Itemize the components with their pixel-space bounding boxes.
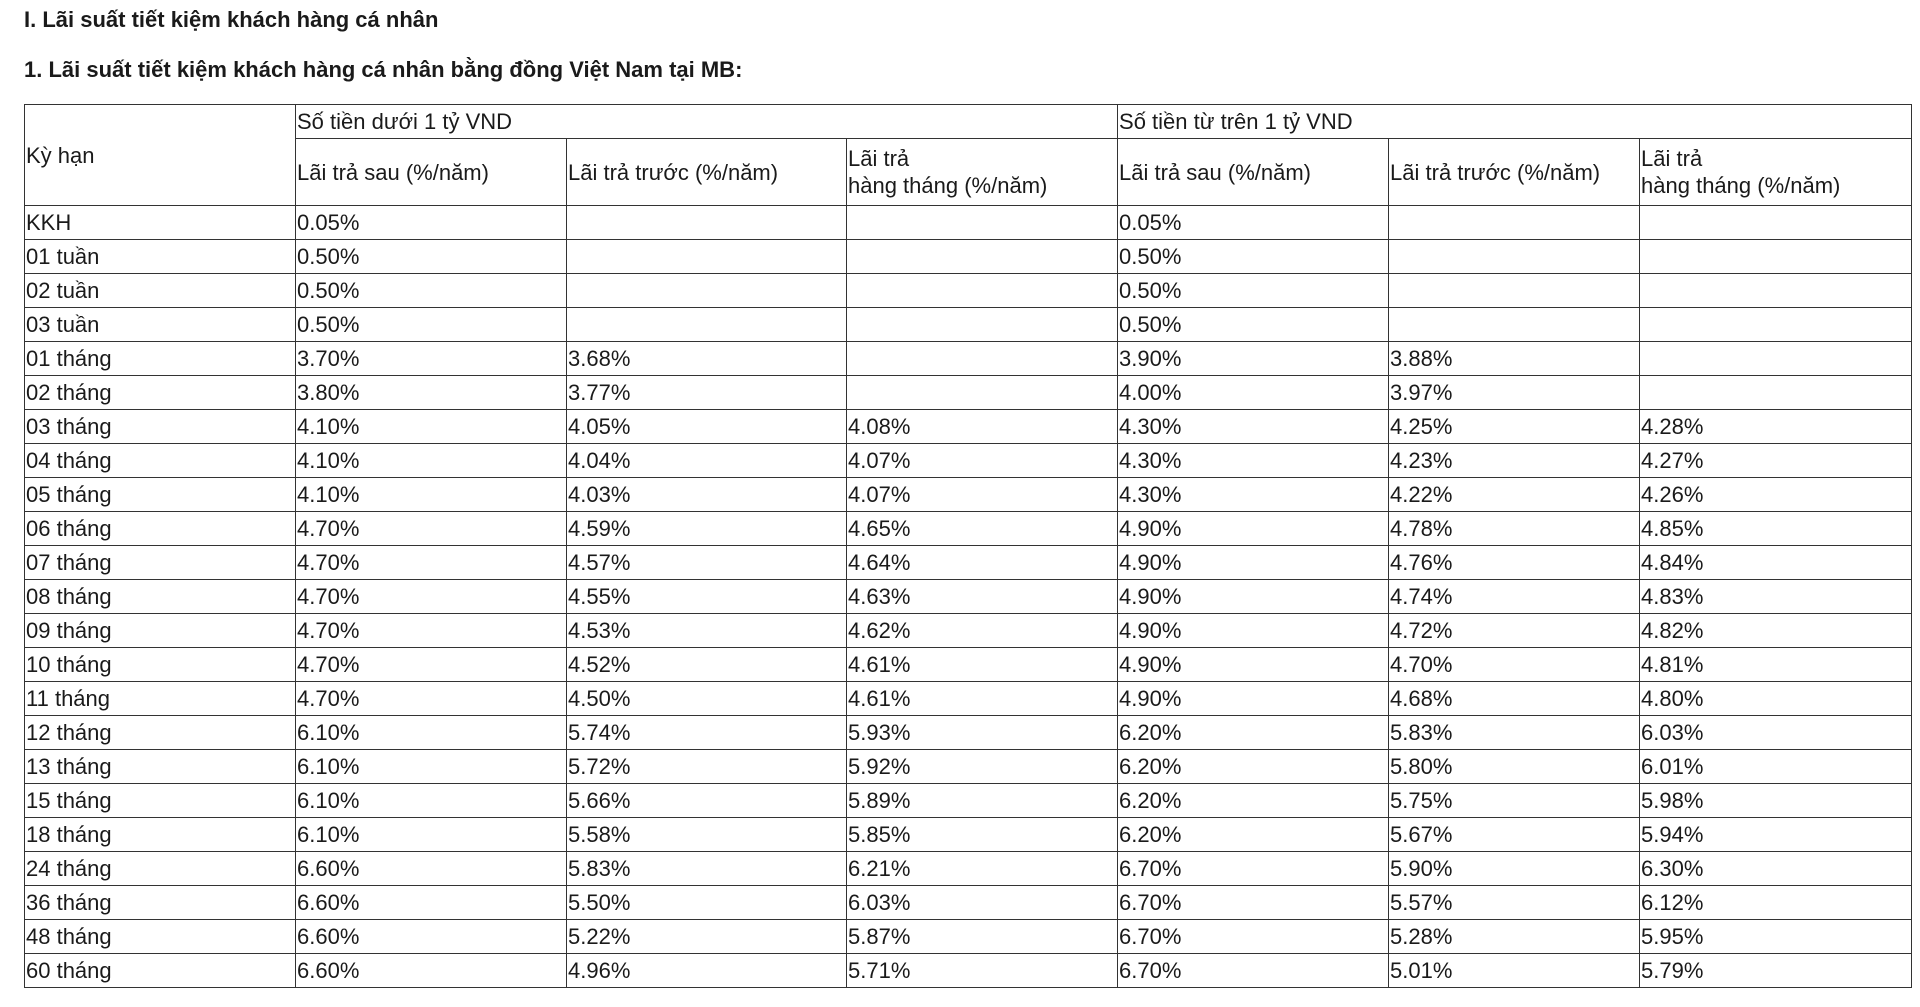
under-monthly-cell: 5.93% — [847, 716, 1118, 750]
over-pay-before-cell — [1389, 274, 1640, 308]
under-pay-after-cell: 3.70% — [296, 342, 567, 376]
under-monthly-cell: 6.21% — [847, 852, 1118, 886]
under-monthly-cell: 4.08% — [847, 410, 1118, 444]
under-pay-after-cell: 6.10% — [296, 818, 567, 852]
over-pay-before-cell: 4.70% — [1389, 648, 1640, 682]
over-pay-before-cell — [1389, 240, 1640, 274]
under-pay-after-cell: 4.10% — [296, 478, 567, 512]
under-pay-before-cell: 4.59% — [567, 512, 847, 546]
table-row — [25, 308, 1912, 342]
term-cell: 08 tháng — [25, 580, 296, 614]
over-pay-before-cell: 4.68% — [1389, 682, 1640, 716]
table-row — [25, 852, 1912, 886]
under-monthly-cell: 6.03% — [847, 886, 1118, 920]
over-pay-after-cell: 6.70% — [1118, 954, 1389, 988]
under-monthly-cell: 4.65% — [847, 512, 1118, 546]
group-header-under-1-billion: Số tiền dưới 1 tỷ VND — [296, 105, 1118, 139]
under-pay-after-cell: 6.60% — [296, 954, 567, 988]
over-pay-before-cell: 4.76% — [1389, 546, 1640, 580]
over-pay-before-cell: 5.90% — [1389, 852, 1640, 886]
under-pay-after-cell: 3.80% — [296, 376, 567, 410]
over-monthly-cell: 4.82% — [1640, 614, 1912, 648]
under-pay-before-cell — [567, 308, 847, 342]
under-pay-after-cell: 6.60% — [296, 886, 567, 920]
under-pay-after-cell: 6.60% — [296, 852, 567, 886]
under-pay-before-cell — [567, 274, 847, 308]
term-cell: 36 tháng — [25, 886, 296, 920]
over-monthly-cell: 4.80% — [1640, 682, 1912, 716]
under-pay-after-cell: 0.50% — [296, 274, 567, 308]
term-cell: 06 tháng — [25, 512, 296, 546]
over-pay-after-cell: 4.00% — [1118, 376, 1389, 410]
over-pay-after-cell: 4.30% — [1118, 444, 1389, 478]
under-pay-before-cell: 4.55% — [567, 580, 847, 614]
table-sub-header-row — [25, 139, 1912, 206]
over-pay-before-cell: 4.78% — [1389, 512, 1640, 546]
term-cell: 02 tháng — [25, 376, 296, 410]
over-pay-after-cell: 4.90% — [1118, 512, 1389, 546]
under-monthly-cell — [847, 376, 1118, 410]
under-monthly-cell — [847, 308, 1118, 342]
over-monthly-cell: 5.94% — [1640, 818, 1912, 852]
col-header-monthly-line1: Lãi trả — [1641, 146, 1703, 171]
over-monthly-cell: 4.85% — [1640, 512, 1912, 546]
over-pay-before-cell: 4.22% — [1389, 478, 1640, 512]
table-row — [25, 784, 1912, 818]
under-pay-after-cell: 0.05% — [296, 206, 567, 240]
under-pay-after-cell: 4.70% — [296, 614, 567, 648]
over-pay-before-cell: 5.67% — [1389, 818, 1640, 852]
table-row — [25, 886, 1912, 920]
under-pay-before-cell: 5.58% — [567, 818, 847, 852]
over-monthly-cell: 6.12% — [1640, 886, 1912, 920]
under-monthly-cell: 4.61% — [847, 682, 1118, 716]
under-pay-after-cell: 4.70% — [296, 648, 567, 682]
term-cell: 48 tháng — [25, 920, 296, 954]
term-cell: 60 tháng — [25, 954, 296, 988]
under-pay-after-cell: 6.10% — [296, 716, 567, 750]
over-pay-before-cell: 3.88% — [1389, 342, 1640, 376]
over-pay-before-cell — [1389, 308, 1640, 342]
col-header-monthly-line2: hàng tháng (%/năm) — [1641, 173, 1841, 198]
over-pay-before-cell: 5.01% — [1389, 954, 1640, 988]
over-pay-after-cell: 4.90% — [1118, 546, 1389, 580]
over-monthly-cell: 6.03% — [1640, 716, 1912, 750]
over-monthly-cell: 4.28% — [1640, 410, 1912, 444]
over-pay-after-cell: 4.90% — [1118, 648, 1389, 682]
under-pay-before-cell: 5.83% — [567, 852, 847, 886]
col-header-pay-before: Lãi trả trước (%/năm) — [1389, 139, 1640, 206]
under-monthly-cell: 4.61% — [847, 648, 1118, 682]
over-pay-after-cell: 6.20% — [1118, 750, 1389, 784]
under-monthly-cell: 5.85% — [847, 818, 1118, 852]
table-row — [25, 206, 1912, 240]
under-pay-before-cell: 5.72% — [567, 750, 847, 784]
under-monthly-cell: 5.71% — [847, 954, 1118, 988]
under-pay-before-cell: 5.74% — [567, 716, 847, 750]
table-row — [25, 954, 1912, 988]
term-cell: 05 tháng — [25, 478, 296, 512]
under-monthly-cell: 5.87% — [847, 920, 1118, 954]
over-monthly-cell: 5.79% — [1640, 954, 1912, 988]
under-pay-before-cell: 4.96% — [567, 954, 847, 988]
term-cell: 15 tháng — [25, 784, 296, 818]
term-cell: 24 tháng — [25, 852, 296, 886]
term-cell: 13 tháng — [25, 750, 296, 784]
over-pay-after-cell: 0.05% — [1118, 206, 1389, 240]
table-row — [25, 614, 1912, 648]
over-monthly-cell: 6.30% — [1640, 852, 1912, 886]
col-header-monthly — [1640, 139, 1912, 206]
under-pay-before-cell — [567, 240, 847, 274]
over-monthly-cell: 5.98% — [1640, 784, 1912, 818]
col-header-monthly-line2: hàng tháng (%/năm) — [848, 173, 1048, 198]
under-pay-before-cell: 4.04% — [567, 444, 847, 478]
under-pay-before-cell: 4.57% — [567, 546, 847, 580]
term-cell: 01 tuần — [25, 240, 296, 274]
under-pay-before-cell: 4.50% — [567, 682, 847, 716]
table-row — [25, 444, 1912, 478]
under-monthly-cell: 4.07% — [847, 444, 1118, 478]
under-pay-before-cell: 4.05% — [567, 410, 847, 444]
table-row — [25, 342, 1912, 376]
savings-rate-table — [24, 104, 1912, 988]
under-pay-after-cell: 4.70% — [296, 682, 567, 716]
under-pay-after-cell: 6.10% — [296, 784, 567, 818]
under-monthly-cell — [847, 342, 1118, 376]
over-monthly-cell: 4.27% — [1640, 444, 1912, 478]
table-row — [25, 512, 1912, 546]
under-pay-after-cell: 4.70% — [296, 546, 567, 580]
over-monthly-cell — [1640, 376, 1912, 410]
col-header-monthly — [847, 139, 1118, 206]
over-pay-after-cell: 6.20% — [1118, 784, 1389, 818]
term-cell: 09 tháng — [25, 614, 296, 648]
col-header-pay-after: Lãi trả sau (%/năm) — [1118, 139, 1389, 206]
over-pay-after-cell: 4.30% — [1118, 410, 1389, 444]
over-pay-after-cell: 4.90% — [1118, 614, 1389, 648]
under-pay-after-cell: 0.50% — [296, 308, 567, 342]
table-row — [25, 648, 1912, 682]
col-header-pay-after: Lãi trả sau (%/năm) — [296, 139, 567, 206]
under-monthly-cell: 4.62% — [847, 614, 1118, 648]
under-pay-before-cell: 5.22% — [567, 920, 847, 954]
over-monthly-cell — [1640, 206, 1912, 240]
under-monthly-cell: 5.89% — [847, 784, 1118, 818]
group-header-over-1-billion: Số tiền từ trên 1 tỷ VND — [1118, 105, 1912, 139]
over-pay-before-cell: 5.75% — [1389, 784, 1640, 818]
under-monthly-cell — [847, 206, 1118, 240]
under-pay-before-cell — [567, 206, 847, 240]
over-pay-before-cell: 4.23% — [1389, 444, 1640, 478]
under-monthly-cell: 5.92% — [847, 750, 1118, 784]
under-pay-before-cell: 3.77% — [567, 376, 847, 410]
table-row — [25, 240, 1912, 274]
over-pay-before-cell: 5.57% — [1389, 886, 1640, 920]
over-pay-after-cell: 6.20% — [1118, 716, 1389, 750]
col-header-monthly-line1: Lãi trả — [848, 146, 910, 171]
term-cell: 11 tháng — [25, 682, 296, 716]
term-cell: 18 tháng — [25, 818, 296, 852]
over-pay-after-cell: 6.20% — [1118, 818, 1389, 852]
term-cell: 01 tháng — [25, 342, 296, 376]
over-pay-after-cell: 4.90% — [1118, 580, 1389, 614]
over-pay-after-cell: 4.90% — [1118, 682, 1389, 716]
under-monthly-cell — [847, 274, 1118, 308]
over-monthly-cell — [1640, 274, 1912, 308]
under-pay-after-cell: 0.50% — [296, 240, 567, 274]
table-row — [25, 274, 1912, 308]
under-monthly-cell: 4.07% — [847, 478, 1118, 512]
under-pay-before-cell: 4.52% — [567, 648, 847, 682]
over-pay-after-cell: 6.70% — [1118, 920, 1389, 954]
under-pay-before-cell: 5.50% — [567, 886, 847, 920]
table-row — [25, 920, 1912, 954]
under-pay-after-cell: 6.60% — [296, 920, 567, 954]
under-pay-after-cell: 4.10% — [296, 444, 567, 478]
under-pay-before-cell: 4.53% — [567, 614, 847, 648]
over-pay-after-cell: 0.50% — [1118, 274, 1389, 308]
term-column-header: Kỳ hạn — [25, 105, 296, 206]
under-pay-after-cell: 4.70% — [296, 512, 567, 546]
table-row — [25, 750, 1912, 784]
over-monthly-cell — [1640, 308, 1912, 342]
over-monthly-cell: 4.84% — [1640, 546, 1912, 580]
over-pay-before-cell — [1389, 206, 1640, 240]
over-pay-after-cell: 4.30% — [1118, 478, 1389, 512]
section-heading: I. Lãi suất tiết kiệm khách hàng cá nhân — [24, 7, 439, 32]
table-row — [25, 410, 1912, 444]
over-pay-after-cell: 0.50% — [1118, 308, 1389, 342]
table-group-header-row — [25, 105, 1912, 139]
over-pay-before-cell: 5.80% — [1389, 750, 1640, 784]
over-monthly-cell: 4.81% — [1640, 648, 1912, 682]
term-cell: 03 tháng — [25, 410, 296, 444]
col-header-pay-before: Lãi trả trước (%/năm) — [567, 139, 847, 206]
under-pay-before-cell: 4.03% — [567, 478, 847, 512]
over-monthly-cell: 4.83% — [1640, 580, 1912, 614]
over-pay-after-cell: 6.70% — [1118, 852, 1389, 886]
under-monthly-cell: 4.63% — [847, 580, 1118, 614]
term-cell: 10 tháng — [25, 648, 296, 682]
term-cell: 12 tháng — [25, 716, 296, 750]
under-pay-after-cell: 6.10% — [296, 750, 567, 784]
table-row — [25, 376, 1912, 410]
table-body — [25, 206, 1912, 988]
over-pay-before-cell: 4.72% — [1389, 614, 1640, 648]
over-monthly-cell: 6.01% — [1640, 750, 1912, 784]
over-pay-before-cell: 4.25% — [1389, 410, 1640, 444]
table-row — [25, 716, 1912, 750]
term-cell: 04 tháng — [25, 444, 296, 478]
over-pay-before-cell: 4.74% — [1389, 580, 1640, 614]
over-monthly-cell: 5.95% — [1640, 920, 1912, 954]
under-monthly-cell: 4.64% — [847, 546, 1118, 580]
table-row — [25, 818, 1912, 852]
under-pay-after-cell: 4.10% — [296, 410, 567, 444]
over-monthly-cell: 4.26% — [1640, 478, 1912, 512]
term-cell: 03 tuần — [25, 308, 296, 342]
over-monthly-cell — [1640, 240, 1912, 274]
over-monthly-cell — [1640, 342, 1912, 376]
term-cell: 07 tháng — [25, 546, 296, 580]
over-pay-after-cell: 6.70% — [1118, 886, 1389, 920]
over-pay-before-cell: 5.28% — [1389, 920, 1640, 954]
over-pay-before-cell: 3.97% — [1389, 376, 1640, 410]
term-cell: KKH — [25, 206, 296, 240]
term-cell: 02 tuần — [25, 274, 296, 308]
subsection-heading: 1. Lãi suất tiết kiệm khách hàng cá nhân bằng đồng Việt Nam tại MB: — [24, 57, 743, 82]
table-row — [25, 478, 1912, 512]
over-pay-after-cell: 3.90% — [1118, 342, 1389, 376]
over-pay-after-cell: 0.50% — [1118, 240, 1389, 274]
under-pay-before-cell: 5.66% — [567, 784, 847, 818]
under-monthly-cell — [847, 240, 1118, 274]
table-row — [25, 546, 1912, 580]
under-pay-before-cell: 3.68% — [567, 342, 847, 376]
over-pay-before-cell: 5.83% — [1389, 716, 1640, 750]
table-row — [25, 682, 1912, 716]
under-pay-after-cell: 4.70% — [296, 580, 567, 614]
table-row — [25, 580, 1912, 614]
